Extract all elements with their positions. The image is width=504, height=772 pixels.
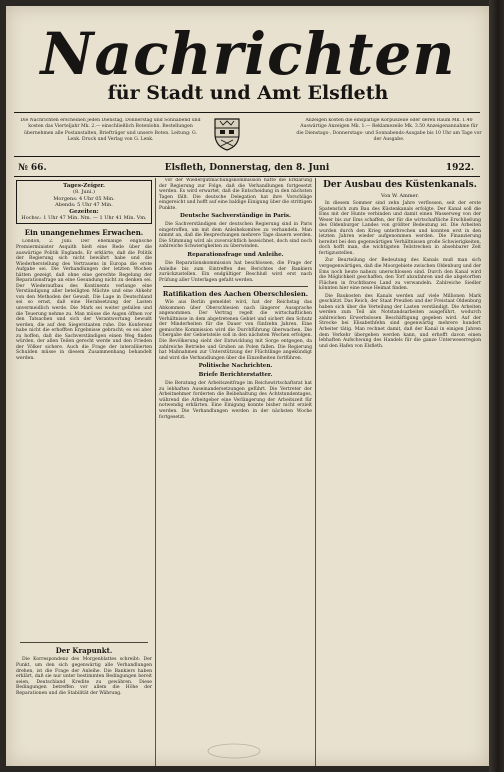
box-title: Tages-Zeiger.	[63, 183, 105, 189]
article-text: Die Reparationskommission hat beschlossen, die Frage der Anleihe bis zum Eintreffen des Berichtes der Bankiers zurückzustellen. Ein endgültiger Beschluß wird erst nach Prüfung aller Unterlagen gefaßt werden.	[159, 261, 312, 283]
article-text: In diesem Sommer sind zehn Jahre verflossen, seit der erste Spatenstich zum Bau des Küstenkanals erfolgte. Der Kanal soll die Ems mit der Hunte verbinden und damit einen Wasserweg von der Weser bis zur Ems schaffen, der für die wirtschaftliche Erschließung des Oldenburger Landes von größter Bedeutung ist. Die Arbeiten wurden durch den Krieg unterbrochen und konnten erst in den letzten Jahren wieder aufgenommen werden. Die Finanzierung bereitet bei den gegenwärtigen Verhältnissen große Schwierigkeiten, doch hofft man, die wichtigsten Teilstrecken in absehbarer Zeit fertigzustellen.	[319, 201, 481, 256]
masthead-info-left: Die Nachrichten erscheinen jeden Dienstag, Donnerstag und Sonnabend und kosten das Vierteljahr Mk. 2.— einschließlich Botenlohn. Bestellungen übernehmen alle Postanstalten, Briefträger und unsere Boten. Leitung: G. Lenk. Druck und Verlag von G. Lenk.	[20, 118, 201, 143]
masthead-subtitle: für Stadt und Amt Elsfleth	[107, 82, 389, 104]
tages-zeiger-box	[16, 180, 152, 224]
book-binding-edge	[489, 0, 504, 772]
box-line: Hochw.: 1 Uhr 47 Min. Nm. — 1 Uhr 41 Min. Vm.	[21, 215, 147, 222]
column-rule	[155, 178, 156, 766]
column-rule	[315, 178, 316, 766]
dateline-rule-top	[14, 156, 480, 157]
box-line: Abends: 5 Uhr 47 Min.	[55, 202, 113, 209]
library-stamp-icon	[204, 742, 264, 760]
article-byline: Von W. Ammer.	[381, 193, 419, 199]
masthead-rule	[14, 112, 480, 113]
box-line: Gezeiten:	[69, 208, 99, 215]
box-date: (8. Juni.)	[73, 189, 95, 196]
article-text: Wie aus Berlin gemeldet wird, hat der Reichstag das Abkommen über Oberschlesien nach längerer Aussprache angenommen. Der Vertrag regelt die wirtschaftlichen Verhältnisse in dem abgetretenen Gebiet und sichert den Schutz der Minderheiten für die Dauer von fünfzehn Jahren. Eine gemischte Kommission wird die Durchführung überwachen. Die Übergabe der Gebietsteile soll in den nächsten Wochen erfolgen. Die Bevölkerung sieht der Entwicklung mit Sorge entgegen, da zahlreiche Betriebe und Gruben an Polen fallen. Die Regierung hat Maßnahmen zur Unterstützung der Flüchtlinge angekündigt und wird die Verhandlungen über die Einzelheiten fortführen.	[159, 300, 312, 361]
article-text: vor der Wiedergutmachungskommission hatte die Erklärung der Regierung zur Folge, daß die Verhandlungen fortgesetzt werden. Es wird erwartet, daß die Entscheidung in den nächsten Tagen fällt. Die deutsche Delegation hat ihre Vorschläge eingereicht und hofft auf eine baldige Einigung über die strittigen Punkte.	[159, 178, 312, 211]
article-headline: Ein unangenehmes Erwachen.	[24, 228, 144, 238]
article-headline: Ratifikation des Aachen Oberschlesien.	[162, 290, 309, 299]
article-text: Die Sachverständigen der deutschen Regierung sind in Paris eingetroffen, um mit dem Anleihekomitee zu verhandeln. Man nimmt an, daß die Besprechungen mehrere Tage dauern werden. Die Stimmung wird als zuversichtlich bezeichnet, doch sind noch zahlreiche Schwierigkeiten zu überwinden.	[159, 222, 312, 250]
section-subhead: Politische Nachrichten.	[198, 363, 273, 370]
masthead-title: Nachrichten	[40, 20, 456, 88]
column-left	[14, 178, 154, 766]
dateline-rule-bottom	[14, 176, 480, 177]
issue-year: 1922.	[445, 163, 474, 173]
article-headline: Der Ausbau des Küstenkanals.	[323, 180, 477, 190]
box-line: Morgens: 4 Uhr 05 Min.	[53, 195, 115, 202]
article-text: Die Korrespondenz des Morgenblattes schreibt: Der Punkt, um den sich gegenwärtig alle Verhandlungen drehen, ist die Frage der Anleihe. Die Bankiers haben erklärt, daß sie nur unter bestimmten Bedingungen bereit seien, Deutschland Kredite zu gewähren. Diese Bedingungen betreffen vor allem die Höhe der Reparationen und die Stabilität der Währung.	[16, 657, 152, 696]
section-subhead: Briefe Berichterstatter.	[198, 372, 273, 379]
column-right	[317, 178, 483, 766]
coat-of-arms-icon	[212, 116, 242, 152]
article-headline: Der Krapunkt.	[55, 646, 113, 656]
article-text: Die Baukosten des Kanals werden auf viele Millionen Mark geschätzt. Das Reich, der Staat Preußen und der Freistaat Oldenburg haben sich über die Verteilung der Lasten verständigt. Die Arbeiten werden zum Teil als Notstandsarbeiten ausgeführt, wodurch zahlreichen Erwerbslosen Beschäftigung gegeben wird. Auf der Strecke bei Elisabethfehn sind gegenwärtig mehrere hundert Arbeiter tätig. Man rechnet damit, daß der Kanal in einigen Jahren dem Verkehr übergeben werden kann, und erhofft davon einen lebhaften Aufschwung des Handels für die ganze Unterweserregion und den Hafen von Elsfleth.	[319, 293, 481, 349]
article-separator	[20, 642, 148, 643]
column-middle	[157, 178, 314, 766]
masthead-info-right: Anzeigen kosten die einspaltige Korpuszeile oder deren Raum Mk. 1.40 Auswärtige Anzeigen Mk. 1.— Reklamezeile Mk. 3.50 Anzeigenannahme für die Dienstags-, Donnerstags- und Sonnabends-Ausgabe bis 10 Uhr am Tage vor der Ausgabe.	[296, 118, 482, 143]
article-text: Die Beratung der Arbeitszeitfrage im Reichswirtschaftsrat hat zu lebhaften Auseinandersetzungen geführt. Die Vertreter der Arbeitnehmer forderten die Beibehaltung des Achtstundentages, während die Arbeitgeber eine Verlängerung der Arbeitszeit für notwendig erklärten. Eine Einigung konnte bisher nicht erzielt werden. Die Verhandlungen werden in der nächsten Woche fortgesetzt.	[159, 381, 312, 420]
article-text: Zur Beurteilung der Bedeutung des Kanals muß man sich vergegenwärtigen, daß die Moorgebiete zwischen Oldenburg und der Ems noch heute nahezu unerschlossen sind. Durch den Kanal wird die Möglichkeit geschaffen, den Torf abzufahren und die abgetorften Flächen in fruchtbares Land zu verwandeln. Zahlreiche Siedler könnten hier eine neue Heimat finden.	[319, 258, 481, 292]
dateline	[14, 161, 480, 175]
article-separator	[163, 286, 308, 287]
issue-number: № 66.	[18, 163, 47, 173]
newspaper-page	[6, 6, 489, 766]
article-text: London, 2. Juni. Der ehemalige englische Premierminister Asquith hielt eine Rede über die auswärtige Politik Englands. Er erklärte, daß die Politik der Regierung sich nicht bewährt habe und die Wiederherstellung des Vertrauens in Europa die erste Aufgabe sei. Die Verhandlungen der letzten Wochen hätten gezeigt, daß ohne eine gerechte Regelung der Reparationsfrage an eine Gesundung nicht zu denken sei. Der Wiederaufbau des Kontinents verlange eine Verständigung aller beteiligten Mächte und eine Abkehr von den Methoden der Gewalt. Die Lage in Deutschland sei so ernst, daß eine Herabsetzung der Lasten unvermeidlich werde. Die Mark sei weiter gefallen und die Teuerung nehme zu. Man müsse die Augen öffnen vor den Tatsachen und sich der Verantwortung bewußt werden, die auf den Siegerstaaten ruhe. Die Konferenz habe nicht die erhofften Ergebnisse gebracht; es sei aber zu hoffen, daß die Sachverständigen einen Weg finden würden, der allen Teilen gerecht werde und den Frieden der Völker sichere. Auch die Frage der interalliierten Schulden müsse in diesem Zusammenhang behandelt werden.	[16, 239, 152, 361]
section-subhead: Deutsche Sachverständige in Paris.	[180, 213, 291, 220]
section-subhead: Reparationsfrage und Anleihe.	[187, 252, 284, 259]
issue-place-date: Elsfleth, Donnerstag, den 8. Juni	[164, 163, 330, 173]
